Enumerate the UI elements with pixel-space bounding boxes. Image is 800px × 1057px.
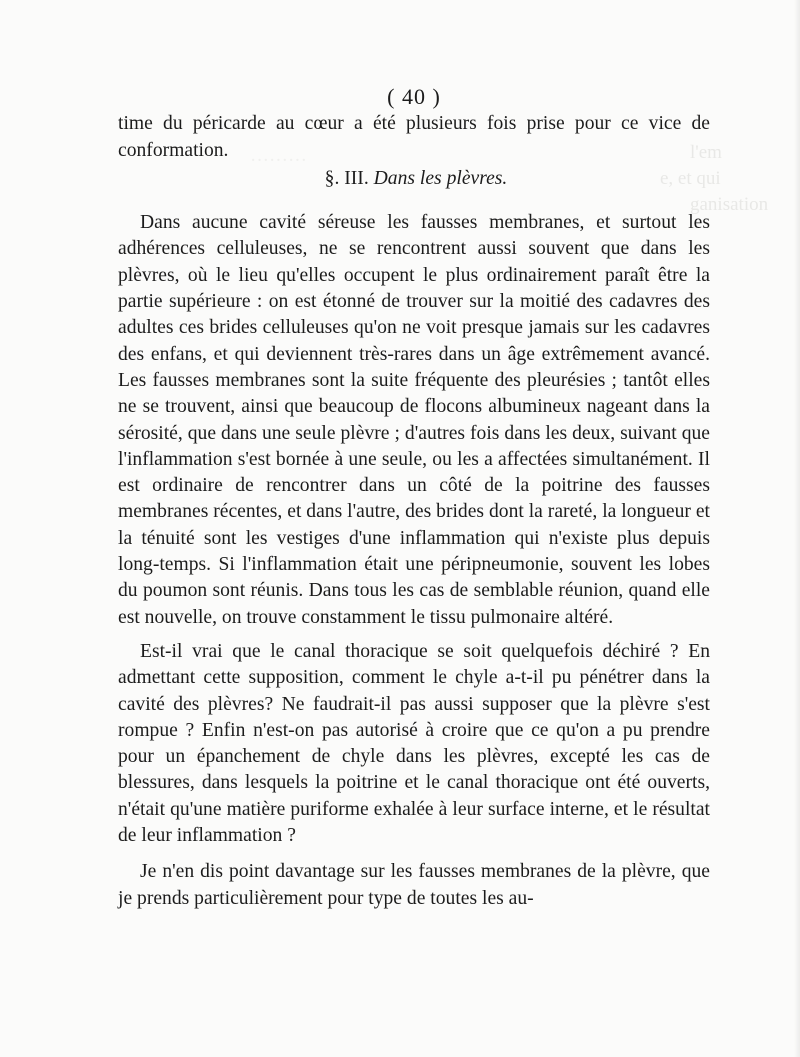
section-title: Dans les plèvres. — [373, 167, 508, 189]
paragraph-2: Est-il vrai que le canal thoracique se soit quelquefois déchiré ? En admettant cette supposition, comment le chyle a-t-il pu pénétrer dans la cavité des plèvres? Ne faudrait-il pas aussi supposer que la plèvre s'est rompue ? Enfin n'est-on pas autorisé à croire que ce qu'on a pu prendre pour un épanchement de chyle dans les plèvres, excepté les cas de blessures, dans lesquels la poitrine et le canal thoracique ont été ouverts, n'était qu'une matière puriforme exhalée à leur surface interne, et le résultat de leur inflammation ? — [118, 640, 710, 847]
section-heading — [118, 166, 710, 192]
page-edge-shadow — [794, 0, 800, 1057]
bleed-through-decoration: l'em e, et qui ganisation ········· — [250, 142, 769, 215]
text-block — [118, 84, 710, 912]
page-number: ( 40 ) — [387, 84, 441, 109]
paragraph-3: Je n'en dis point davantage sur les fausses membranes de la plèvre, que je prends particulièrement pour type de toutes les au- — [118, 861, 710, 909]
paragraph-1: Dans aucune cavité séreuse les fausses membranes, et surtout les adhérences celluleuses, ne se rencontrent aussi souvent que dans les plèvres, où le lieu qu'elles occupent le plus ordinairement paraît être la partie supérieure : on est étonné de trouver sur la moitié des cadavres des adultes ces brides celluleuses qu'on ne voit presque jamais sur les cadavres des enfans, et qui deviennent très-rares dans un âge extrêmement avancé. Les fausses membranes sont la suite fréquente des pleurésies ; tantôt elles ne se trouvent, ainsi que beaucoup de flocons albumineux nageant dans la sérosité, que dans une seule plèvre ; d'autres fois dans les deux, suivant que l'inflammation s'est bornée à une seule, ou les a affectées simultanément. Il est ordinaire de rencontrer dans un côté de la poitrine des fausses membranes récentes, et dans l'autre, des brides dont la rareté, la longueur et la ténuité sont les vestiges d'une inflammation qui n'existe plus depuis long-temps. Si l'inflammation était une péripneumonie, souvent les lobes du poumon sont réunis. Dans tous les cas de semblable réunion, quand elle est nouvelle, on trouve constamment le tissu pulmonaire altéré. — [118, 212, 710, 628]
section-number: §. III. — [324, 167, 369, 189]
opening-text: time du péricarde au cœur a été plusieurs fois prise pour ce vice de conformation. — [118, 113, 710, 161]
